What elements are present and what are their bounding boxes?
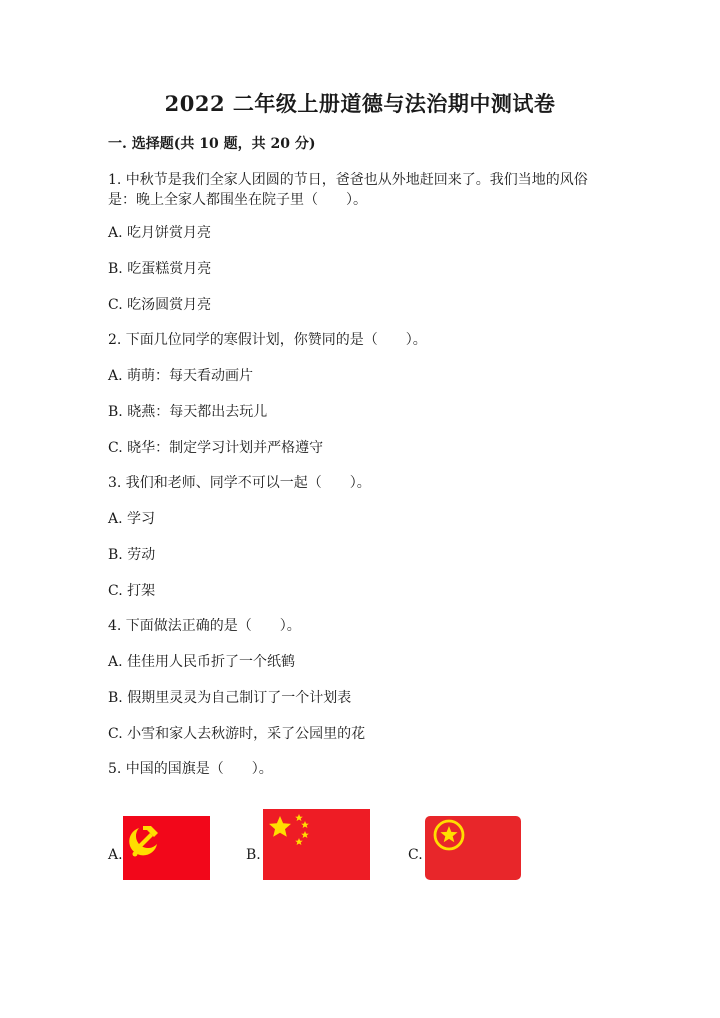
question-4-option-c: C. 小雪和家人去秋游时，采了公园里的花 bbox=[108, 726, 366, 742]
question-1-option-c: C. 吃汤圆赏月亮 bbox=[108, 297, 212, 313]
question-2-stem: 2. 下面几位同学的寒假计划，你赞同的是（ ）。 bbox=[108, 332, 427, 348]
youth-league-flag-icon bbox=[425, 816, 521, 880]
question-5-option-c-label: C. bbox=[408, 847, 423, 863]
party-flag-icon bbox=[123, 816, 210, 880]
question-2-option-b: B. 晓燕：每天都出去玩儿 bbox=[108, 404, 268, 420]
question-2-option-a: A. 萌萌：每天看动画片 bbox=[108, 368, 254, 384]
section-heading: 一. 选择题(共 10 题，共 20 分) bbox=[108, 136, 316, 152]
question-1-option-b: B. 吃蛋糕赏月亮 bbox=[108, 261, 212, 277]
question-1-stem-line-1: 1. 中秋节是我们全家人团圆的节日，爸爸也从外地赶回来了。我们当地的风俗 bbox=[108, 172, 588, 188]
question-3-stem: 3. 我们和老师、同学不可以一起（ ）。 bbox=[108, 475, 371, 491]
question-5-option-b-label: B. bbox=[246, 847, 261, 863]
question-4-option-a: A. 佳佳用人民币折了一个纸鹤 bbox=[108, 654, 296, 670]
question-2-option-c: C. 晓华：制定学习计划并严格遵守 bbox=[108, 440, 324, 456]
question-4-option-b: B. 假期里灵灵为自己制订了一个计划表 bbox=[108, 690, 352, 706]
question-1-option-a: A. 吃月饼赏月亮 bbox=[108, 225, 212, 241]
question-3-option-b: B. 劳动 bbox=[108, 547, 156, 563]
question-3-option-a: A. 学习 bbox=[108, 511, 156, 527]
question-1-stem-line-2: 是：晚上全家人都围坐在院子里（ ）。 bbox=[108, 192, 367, 208]
page-title: 2022 二年级上册道德与法治期中测试卷 bbox=[164, 91, 556, 116]
question-5-option-a-label: A. bbox=[108, 847, 123, 863]
question-4-stem: 4. 下面做法正确的是（ ）。 bbox=[108, 618, 301, 634]
question-5-stem: 5. 中国的国旗是（ ）。 bbox=[108, 761, 273, 777]
question-3-option-c: C. 打架 bbox=[108, 583, 156, 599]
national-flag-icon bbox=[263, 809, 370, 880]
